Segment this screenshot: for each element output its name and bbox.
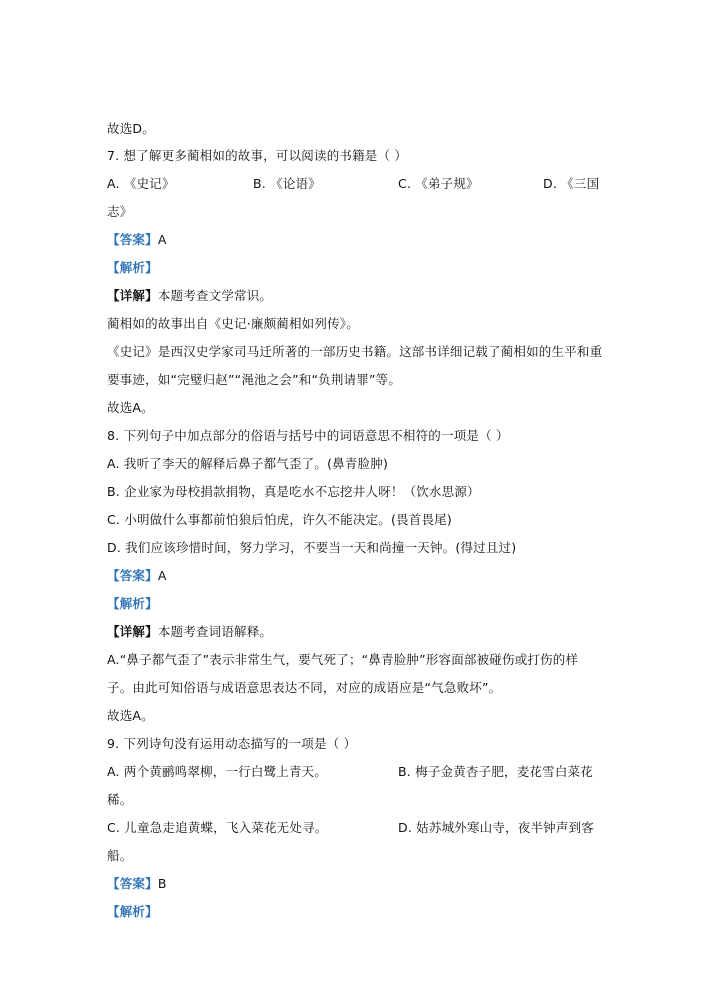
q7-analysis-line-3: 要事迹，如“完璧归赵”“渑池之会”和“负荆请罪”等。 — [107, 372, 402, 387]
q8-analysis-tag — [107, 596, 158, 612]
detail-tag: 【详解】 — [107, 624, 158, 639]
answer-value: B — [157, 876, 167, 891]
q8-option-b: B. 企业家为母校捐款捐物，真是吃水不忘挖井人呀！（饮水思源） — [107, 484, 480, 499]
q7-answer — [107, 232, 167, 248]
q7-option-c: C. 《弟子规》 — [398, 176, 479, 191]
q7-stem: 7. 想了解更多蔺相如的故事，可以阅读的书籍是（ ） — [107, 148, 408, 163]
q7-detail — [107, 288, 272, 304]
q7-option-d: D. 《三国 — [543, 176, 600, 191]
q9-option-d-wrap: 船。 — [107, 848, 133, 863]
q8-answer — [107, 568, 167, 584]
q8-stem: 8. 下列句子中加点部分的俗语与括号中的词语意思不相符的一项是（ ） — [107, 428, 509, 443]
analysis-tag: 【解析】 — [107, 904, 158, 919]
detail-text: 本题考查词语解释。 — [157, 624, 273, 639]
q6-conclusion: 故选D。 — [107, 121, 155, 136]
q9-stem: 9. 下列诗句没有运用动态描写的一项是（ ） — [107, 736, 357, 751]
q9-option-c: C. 儿童急走追黄蝶，飞入菜花无处寻。 — [107, 820, 328, 835]
q7-option-d-wrap: 志》 — [107, 204, 133, 219]
q7-analysis-tag — [107, 260, 158, 276]
q8-analysis-line-2: 子。由此可知俗语与成语意思表达不同，对应的成语应是“气急败坏”。 — [107, 680, 502, 695]
detail-tag: 【详解】 — [107, 288, 158, 303]
q9-options-row-2 — [107, 820, 607, 836]
answer-tag: 【答案】 — [107, 232, 158, 247]
q9-option-b: B. 梅子金黄杏子肥，麦花雪白菜花 — [398, 764, 593, 779]
q9-option-b-wrap: 稀。 — [107, 792, 133, 807]
q7-analysis-line-2: 《史记》是西汉史学家司马迁所著的一部历史书籍。这部书详细记载了蔺相如的生平和重 — [107, 344, 603, 359]
q9-option-a: A. 两个黄鹂鸣翠柳，一行白鹭上青天。 — [107, 764, 328, 779]
detail-text: 本题考查文学常识。 — [157, 288, 273, 303]
q8-option-a: A. 我听了李天的解释后鼻子都气歪了。(鼻青脸肿) — [107, 456, 389, 471]
q8-conclusion: 故选A。 — [107, 708, 154, 723]
q8-option-d: D. 我们应该珍惜时间，努力学习，不要当一天和尚撞一天钟。(得过且过) — [107, 540, 517, 555]
q7-conclusion: 故选A。 — [107, 400, 154, 415]
q9-answer — [107, 876, 167, 892]
q7-analysis-line-1: 蔺相如的故事出自《史记·廉颇蔺相如列传》。 — [107, 316, 359, 331]
q9-options-row-1 — [107, 764, 607, 780]
q7-option-a: A. 《史记》 — [107, 176, 175, 191]
answer-tag: 【答案】 — [107, 876, 158, 891]
q8-detail — [107, 624, 272, 640]
q7-option-b: B. 《论语》 — [253, 176, 321, 191]
q9-option-d: D. 姑苏城外寒山寺，夜半钟声到客 — [398, 820, 594, 835]
answer-tag: 【答案】 — [107, 568, 158, 583]
q7-options-row — [107, 176, 647, 192]
analysis-tag: 【解析】 — [107, 596, 158, 611]
answer-value: A — [157, 568, 167, 583]
q8-analysis-line-1: A.“鼻子都气歪了”表示非常生气，要气死了；“鼻青脸肿”形容面部被碰伤或打伤的样 — [107, 652, 579, 667]
q9-analysis-tag — [107, 904, 158, 920]
analysis-tag: 【解析】 — [107, 260, 158, 275]
q8-option-c: C. 小明做什么事都前怕狼后怕虎，许久不能决定。(畏首畏尾) — [107, 512, 452, 527]
answer-value: A — [157, 232, 167, 247]
